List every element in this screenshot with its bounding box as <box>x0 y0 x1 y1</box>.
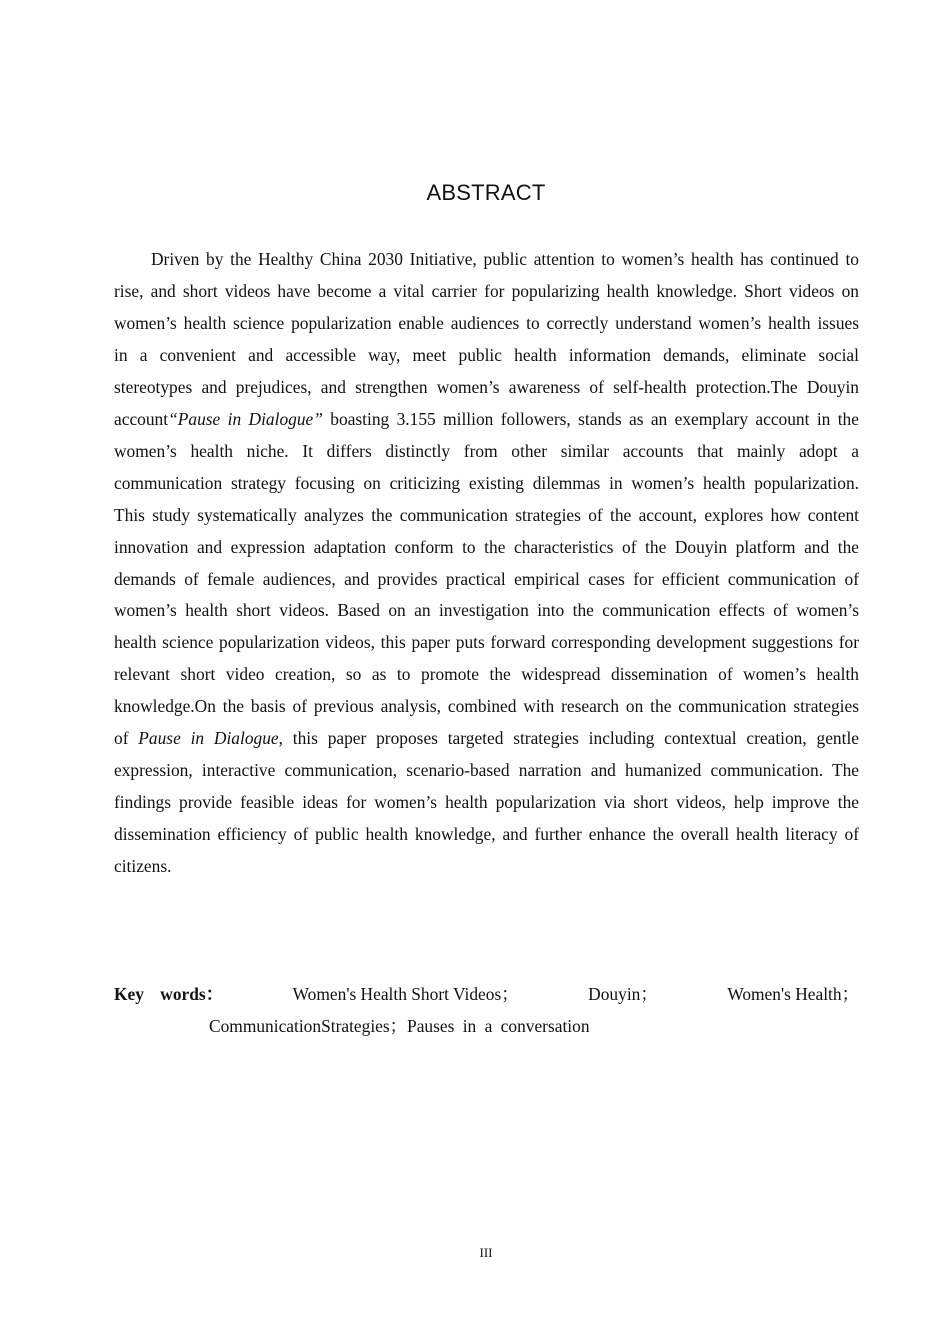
keyword-item: Douyin； <box>588 984 658 1004</box>
abstract-text-part-2: boasting 3.155 million followers, stands as an exemplary account in the women’s health niche. It differs distinctly from other similar accounts that mainly adopt a communication strategy focusing on criticizing existing dilemmas in women’s health popularization. This study systematically analyzes the communication strategies of the account, explores how content innovation and expression adaptation conform to the characteristics of the Douyin platform and the demands of female audiences, and provides practical empirical cases for efficient communication of women’s health short videos. Based on an investigation into the communication effects of women’s health science popularization videos, this paper puts forward corresponding development suggestions for relevant short video creation, so as to promote the widespread dissemination of women’s health knowledge.On the basis of previous analysis, combined with research on the communication strategies of <box>114 408 859 749</box>
keywords-line-2: CommunicationStrategies；Pauses in a conversation <box>209 1016 590 1036</box>
account-name-quoted: “Pause in Dialogue” <box>168 408 323 429</box>
abstract-title: ABSTRACT <box>426 180 546 205</box>
page-number: III <box>479 1245 493 1260</box>
account-name: Pause in Dialogue <box>138 728 279 749</box>
abstract-text-part-1: Driven by the Healthy China 2030 Initiative, public attention to women’s health has continued to rise, and short videos have become a vital carrier for popularizing health knowledge. Short videos on women’s health science popularization enable audiences to correctly understand women’s health issues in a convenient and accessible way, meet public health information demands, eliminate social stereotypes and prejudices, and strengthen women’s awareness of self-health protection.The Douyin account <box>114 249 859 429</box>
keywords-label: Key words： <box>114 984 224 1004</box>
abstract-paragraph <box>114 244 859 883</box>
keyword-item: Women's Health； <box>727 984 859 1004</box>
keywords-line-1 <box>114 978 859 1010</box>
keyword-item: Women's Health Short Videos； <box>292 984 519 1004</box>
keywords-block <box>114 978 859 1042</box>
abstract-text-part-3: , this paper proposes targeted strategies including contextual creation, gentle expression, interactive communication, scenario-based narration and humanized communication. The findings provide feasible ideas for women’s health popularization via short videos, help improve the dissemination efficiency of public health knowledge, and further enhance the overall health literacy of citizens. <box>114 728 859 877</box>
abstract-body <box>114 244 859 883</box>
